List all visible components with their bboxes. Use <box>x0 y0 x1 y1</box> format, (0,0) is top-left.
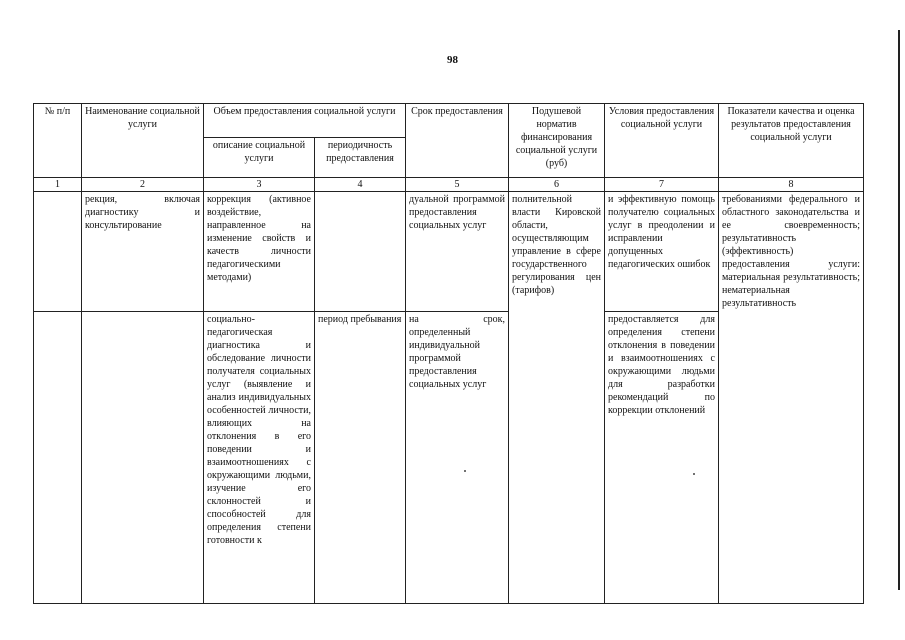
header-service-name: Наименование социальной услуги <box>82 104 204 178</box>
cell-financing-norm: полнительной власти Кировской области, осуществляющим управление в сфере государственного регулирования цен (тарифов) <box>509 192 605 604</box>
cell-number <box>34 192 82 312</box>
scan-edge-line <box>898 30 900 590</box>
column-number: 6 <box>509 178 605 192</box>
cell-description: социально-педагогическая диагностика и обследование личности получателя социальных услуг (выявление и анализ индивидуальных особенностей личности, влияющих на отклонения в его поведении и взаимоотношениях с окружающими людьми, изучение его склонностей и способностей для определения степени готовности к <box>204 312 315 604</box>
cell-service-name <box>82 312 204 604</box>
header-financing-norm: Подушевой норматив финансирования социальной услуги (руб) <box>509 104 605 178</box>
page-number: 98 <box>447 54 458 66</box>
header-description: описание социальной услуги <box>204 138 315 178</box>
header-quality-indicators: Показатели качества и оценка результатов предоставления социальной услуги <box>719 104 864 178</box>
cell-quality-indicators: требованиями федерального и областного законодательства и ее своевременность; результативность (эффективность) предоставления услуги: материальная результативность; нематериальная результативность <box>719 192 864 604</box>
cell-service-name: рекция, включая диагностику и консультирование <box>82 192 204 312</box>
cell-term: на срок, определенный индивидуальной программой предоставления социальных услуг <box>406 312 509 604</box>
header-row <box>34 104 864 138</box>
cell-term: дуальной программой предоставления социальных услуг <box>406 192 509 312</box>
column-number: 7 <box>605 178 719 192</box>
cell-conditions: и эффективную помощь получателю социальных услуг в преодолении и исправлении допущенных педагогических ошибок <box>605 192 719 312</box>
header-conditions: Условия предоставления социальной услуги <box>605 104 719 178</box>
header-col-number: № п/п <box>34 104 82 178</box>
table-row <box>34 192 864 312</box>
column-number: 3 <box>204 178 315 192</box>
column-number: 2 <box>82 178 204 192</box>
header-volume-group: Объем предоставления социальной услуги <box>204 104 406 138</box>
cell-description: коррекция (активное воздействие, направленное на изменение свойств и качеств личности педагогическими методами) <box>204 192 315 312</box>
column-number: 8 <box>719 178 864 192</box>
header-periodicity: периодичность предоставления <box>315 138 406 178</box>
header-term: Срок предоставления <box>406 104 509 178</box>
column-number-row <box>34 178 864 192</box>
column-number: 1 <box>34 178 82 192</box>
cell-periodicity: период пребывания <box>315 312 406 604</box>
cell-periodicity <box>315 192 406 312</box>
column-number: 4 <box>315 178 406 192</box>
column-number: 5 <box>406 178 509 192</box>
cell-conditions: предоставляется для определения степени отклонения в поведении и взаимоотношениях с окружающими людьми для разработки рекомендаций по коррекции отклонений <box>605 312 719 604</box>
cell-number <box>34 312 82 604</box>
services-table <box>33 103 864 604</box>
